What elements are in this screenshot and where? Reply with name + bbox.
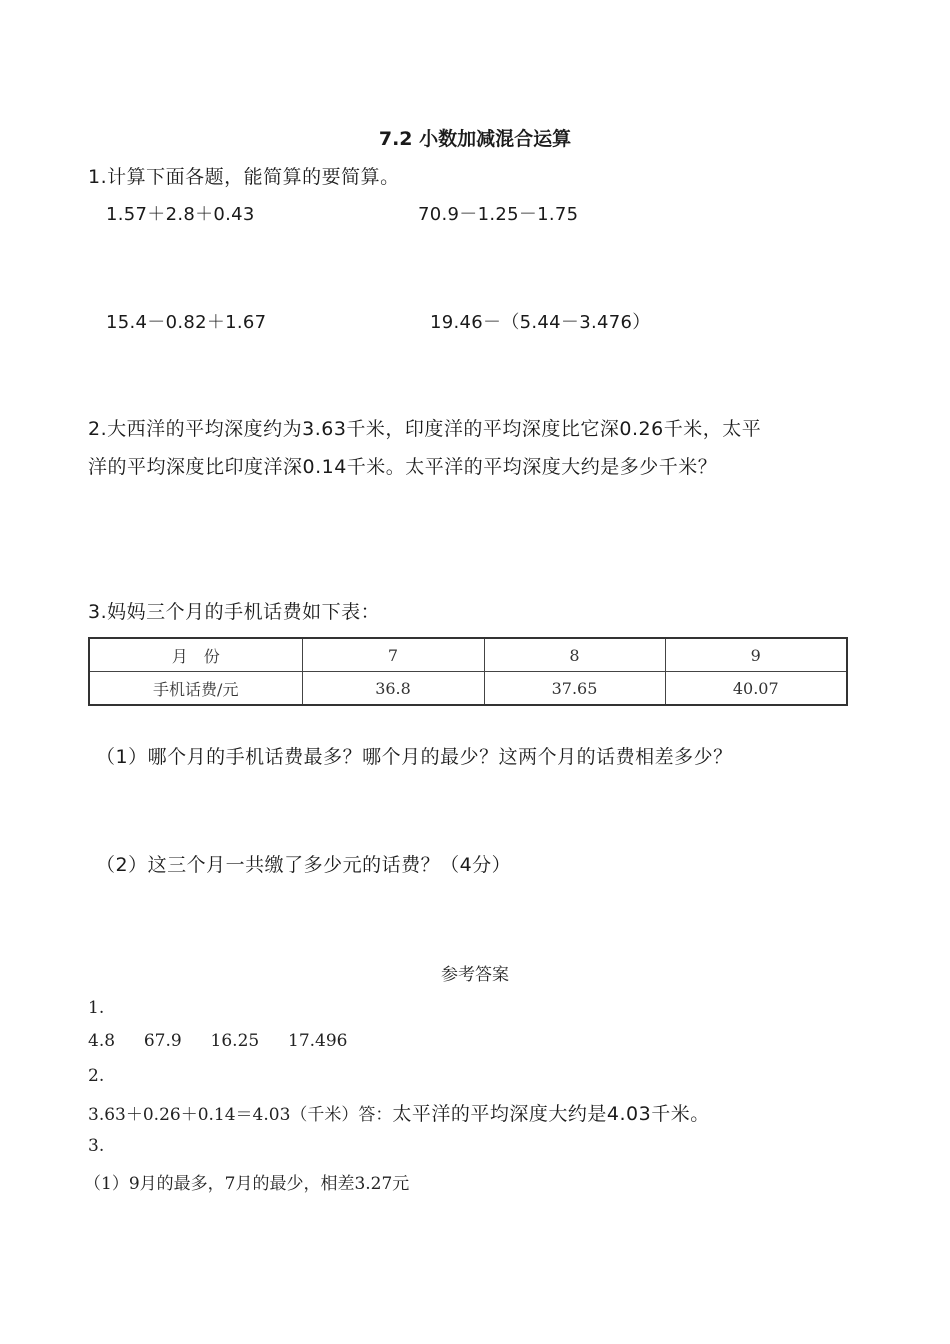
answer-1-label: 1. [88, 998, 105, 1018]
answer-3-label: 3. [88, 1136, 105, 1156]
table-cell: 36.8 [302, 672, 484, 706]
phone-fee-table [88, 637, 848, 706]
table-cell: 37.65 [484, 672, 665, 706]
expression-1: 1.57＋2.8＋0.43 [106, 204, 255, 225]
question-3-sub-2: （2）这三个月一共缴了多少元的话费？（4分） [96, 854, 512, 876]
answer-3-part-1: （1）9月的最多，7月的最少，相差3.27元 [84, 1174, 410, 1194]
answer-2-text: 太平洋的平均深度大约是4.03千米。 [392, 1103, 710, 1125]
question-3-sub-1: （1）哪个月的手机话费最多？哪个月的最少？这两个月的话费相差多少？ [96, 746, 733, 768]
expression-3: 15.4－0.82＋1.67 [106, 312, 267, 333]
answer-2 [88, 1099, 710, 1126]
table-cell: 手机话费/元 [89, 672, 302, 706]
table-header-row [89, 638, 847, 672]
question-1-prompt: 1.计算下面各题，能简算的要简算。 [88, 166, 400, 188]
answer-1-values [88, 1031, 348, 1051]
question-2-line-1: 2.大西洋的平均深度约为3.63千米，印度洋的平均深度比它深0.26千米，太平 [88, 418, 762, 440]
question-2-line-2: 洋的平均深度比印度洋深0.14千米。太平洋的平均深度大约是多少千米？ [88, 456, 718, 478]
table-cell: 40.07 [665, 672, 847, 706]
table-row [89, 672, 847, 706]
table-header-cell: 8 [484, 638, 665, 672]
answers-heading: 参考答案 [441, 965, 509, 985]
answer-value: 67.9 [143, 1031, 182, 1051]
answer-value: 4.8 [88, 1031, 116, 1051]
table-header-cell: 9 [665, 638, 847, 672]
answer-value: 16.25 [210, 1031, 260, 1051]
answer-2-calc: 3.63＋0.26＋0.14＝4.03（千米）答： [88, 1105, 393, 1125]
question-3-prompt: 3.妈妈三个月的手机话费如下表： [88, 601, 381, 623]
answer-2-label: 2. [88, 1066, 105, 1086]
table-header-cell: 7 [302, 638, 484, 672]
table-header-cell: 月 份 [89, 638, 302, 672]
expression-2: 70.9－1.25－1.75 [418, 204, 579, 225]
page-title: 7.2 小数加减混合运算 [378, 128, 572, 150]
expression-4: 19.46－（5.44－3.476） [430, 312, 651, 333]
answer-value: 17.496 [288, 1031, 348, 1051]
